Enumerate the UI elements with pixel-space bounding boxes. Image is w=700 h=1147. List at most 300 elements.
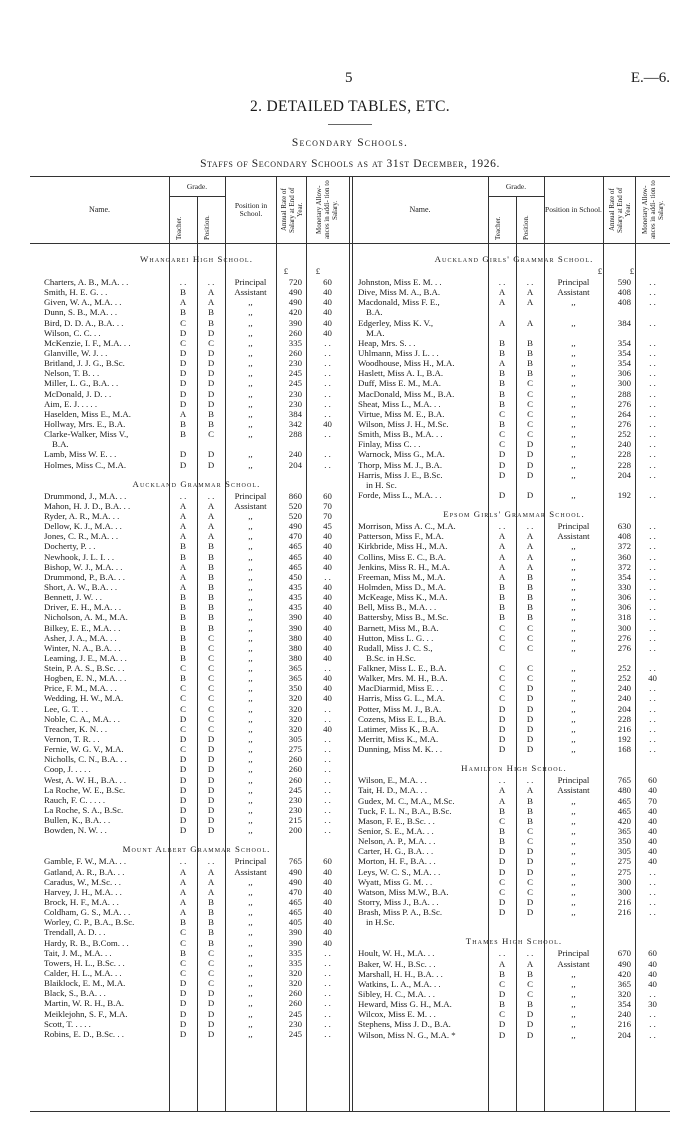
teacher-grade: A bbox=[179, 297, 187, 308]
teacher-grade: C bbox=[499, 429, 505, 440]
position-in-school: ,, bbox=[248, 876, 253, 887]
allowance: . . bbox=[324, 794, 331, 805]
teacher-grade: C bbox=[180, 937, 186, 948]
annual-salary: 365 bbox=[617, 978, 631, 989]
allowance: 40 bbox=[648, 673, 657, 684]
annual-salary: 245 bbox=[288, 368, 302, 379]
staff-name: Uhlmann, Miss J. L. . . bbox=[358, 347, 439, 358]
position-grade: D bbox=[207, 825, 215, 836]
position-grade: D bbox=[526, 866, 534, 877]
teacher-grade: C bbox=[499, 642, 505, 653]
annual-salary: 230 bbox=[288, 794, 302, 805]
position-in-school: Principal bbox=[557, 521, 590, 532]
table-row bbox=[358, 623, 670, 633]
staff-name: Aim, E. J. . . . . bbox=[44, 398, 98, 409]
annual-salary: 450 bbox=[288, 571, 302, 582]
position-grade: C bbox=[527, 978, 533, 989]
teacher-grade: D bbox=[179, 449, 187, 460]
position-grade: C bbox=[527, 886, 533, 897]
annual-salary: 320 bbox=[288, 723, 302, 734]
position-in-school: ,, bbox=[248, 1008, 253, 1019]
position-grade: D bbox=[207, 1018, 215, 1029]
position-in-school: ,, bbox=[571, 866, 576, 877]
position-grade: B bbox=[208, 561, 214, 572]
annual-salary: 305 bbox=[617, 846, 631, 857]
teacher-grade: A bbox=[498, 358, 506, 369]
teacher-grade: B bbox=[499, 836, 505, 847]
teacher-grade: D bbox=[179, 459, 187, 470]
table-row bbox=[358, 562, 670, 572]
allowance: . . bbox=[324, 947, 331, 958]
position-in-school: ,, bbox=[248, 703, 253, 714]
allowance: . . bbox=[649, 287, 656, 298]
left-column-body bbox=[44, 245, 349, 1039]
position-grade: A bbox=[526, 551, 534, 562]
table-row bbox=[358, 612, 670, 622]
table-row bbox=[358, 592, 670, 602]
annual-salary: 252 bbox=[617, 429, 631, 440]
staff-name: Kirkbride, Miss H., M.A. bbox=[358, 541, 448, 552]
table-row bbox=[358, 368, 670, 378]
teacher-grade: A bbox=[179, 500, 187, 511]
table-row bbox=[44, 287, 349, 297]
staff-name: Haslett, Miss A. I., B.A. bbox=[358, 368, 444, 379]
annual-salary: 306 bbox=[617, 368, 631, 379]
teacher-grade: C bbox=[499, 622, 505, 633]
allowance: . . bbox=[649, 551, 656, 562]
teacher-grade: D bbox=[498, 449, 506, 460]
position-in-school: ,, bbox=[571, 876, 576, 887]
position-in-school: ,, bbox=[571, 1009, 576, 1020]
annual-salary: 260 bbox=[288, 764, 302, 775]
position-in-school: ,, bbox=[571, 744, 576, 755]
allowance: 40 bbox=[648, 846, 657, 857]
annual-salary: 275 bbox=[617, 856, 631, 867]
position-grade: D bbox=[526, 1019, 534, 1030]
position-grade: D bbox=[526, 439, 534, 450]
position-grade: D bbox=[207, 998, 215, 1009]
allowance: . . bbox=[649, 622, 656, 633]
position-in-school: ,, bbox=[571, 622, 576, 633]
allowance: 40 bbox=[323, 723, 332, 734]
annual-salary: 260 bbox=[288, 998, 302, 1009]
annual-salary: 860 bbox=[288, 490, 302, 501]
allowance bbox=[636, 653, 670, 663]
position-in-school: ,, bbox=[248, 998, 253, 1009]
teacher-grade: D bbox=[498, 734, 506, 745]
staff-name: Hardy, R. B., B.Com. . . bbox=[44, 937, 129, 948]
position-in-school bbox=[547, 917, 604, 927]
table-row bbox=[358, 775, 670, 785]
staff-name: Cozens, Miss E. L., B.A. bbox=[358, 713, 446, 724]
teacher-grade: . . bbox=[179, 277, 187, 287]
school-section bbox=[44, 470, 349, 836]
position-in-school: ,, bbox=[248, 297, 253, 308]
position-in-school: ,, bbox=[248, 1018, 253, 1029]
position-grade: B bbox=[208, 408, 214, 419]
annual-salary: 720 bbox=[288, 277, 302, 287]
staff-name: Hutton, Miss L. G. . . bbox=[358, 632, 434, 643]
annual-salary: 490 bbox=[288, 866, 302, 877]
table-row bbox=[44, 318, 349, 328]
allowance: 40 bbox=[323, 642, 332, 653]
table-row bbox=[358, 389, 670, 399]
allowance: . . bbox=[649, 734, 656, 745]
staff-name: Charters, A. B., M.A. . . bbox=[44, 277, 129, 287]
table-row bbox=[44, 815, 349, 825]
staff-name: Bird, D. D. A., B.A. . . bbox=[44, 317, 124, 328]
allowance: 40 bbox=[323, 907, 332, 918]
allowance: . . bbox=[324, 337, 331, 348]
position-grade: A bbox=[207, 500, 215, 511]
table-row bbox=[358, 673, 670, 683]
header-position: Position. bbox=[522, 215, 530, 240]
header-monetary-allowances: Monetary Allow- ances in addi- tion to Salary. bbox=[314, 180, 340, 240]
position-in-school: ,, bbox=[248, 521, 253, 532]
table-row bbox=[358, 734, 670, 744]
annual-salary: 470 bbox=[288, 886, 302, 897]
position-grade: D bbox=[207, 378, 215, 389]
annual-salary: 260 bbox=[288, 774, 302, 785]
staff-name: La Roche, S. A., B.Sc. bbox=[44, 805, 124, 816]
table-row bbox=[358, 297, 670, 307]
allowance: . . bbox=[324, 764, 331, 775]
position-grade: D bbox=[207, 805, 215, 816]
table-row bbox=[44, 399, 349, 409]
teacher-grade bbox=[493, 653, 520, 663]
table-row bbox=[358, 867, 670, 877]
allowance: . . bbox=[649, 429, 656, 440]
table-row bbox=[358, 877, 670, 887]
annual-salary: 390 bbox=[288, 317, 302, 328]
teacher-grade: B bbox=[499, 602, 505, 613]
annual-salary: 276 bbox=[617, 642, 631, 653]
annual-salary: 390 bbox=[288, 927, 302, 938]
annual-salary: 230 bbox=[288, 388, 302, 399]
position-grade: B bbox=[208, 622, 214, 633]
position-grade: D bbox=[526, 856, 534, 867]
table-row bbox=[44, 998, 349, 1008]
annual-salary: 490 bbox=[288, 521, 302, 532]
teacher-grade: C bbox=[180, 957, 186, 968]
table-row bbox=[44, 1019, 349, 1029]
position-grade: B bbox=[208, 551, 214, 562]
annual-salary: 276 bbox=[617, 418, 631, 429]
header-teacher: Teacher. bbox=[494, 216, 502, 240]
table-row bbox=[44, 521, 349, 531]
annual-salary: 320 bbox=[288, 978, 302, 989]
position-grade: B bbox=[527, 358, 533, 369]
table-row bbox=[358, 277, 670, 287]
position-in-school: ,, bbox=[248, 347, 253, 358]
allowance: 40 bbox=[323, 683, 332, 694]
position-in-school: ,, bbox=[248, 663, 253, 674]
allowance: . . bbox=[649, 449, 656, 460]
position-grade: C bbox=[208, 632, 214, 643]
staff-name: McKenzie, I. F., M.A. . . bbox=[44, 337, 131, 348]
teacher-grade: A bbox=[179, 581, 187, 592]
table-row bbox=[44, 785, 349, 795]
teacher-grade: C bbox=[499, 1009, 505, 1020]
staff-name: Rauch, F. C. . . . . bbox=[44, 794, 106, 805]
table-row bbox=[358, 409, 670, 419]
table-row bbox=[358, 826, 670, 836]
staff-name: Clarke-Walker, Miss V., bbox=[44, 429, 129, 440]
teacher-grade: B bbox=[499, 347, 505, 358]
position-in-school: ,, bbox=[248, 652, 253, 663]
position-grade: D bbox=[207, 815, 215, 826]
position-grade bbox=[520, 917, 547, 927]
allowance: . . bbox=[324, 988, 331, 999]
position-in-school: ,, bbox=[248, 408, 253, 419]
section-subtitle: Secondary Schools. bbox=[291, 137, 409, 149]
staff-name: Morrison, Miss A. C., M.A. bbox=[358, 521, 456, 532]
teacher-grade: A bbox=[179, 571, 187, 582]
position-in-school: Assistant bbox=[234, 500, 267, 511]
teacher-grade: D bbox=[179, 784, 187, 795]
teacher-grade: B bbox=[180, 652, 186, 663]
position-grade: B bbox=[527, 999, 533, 1010]
staff-name: Wedding, H. W., M.A. bbox=[44, 693, 124, 704]
teacher-grade: D bbox=[179, 998, 187, 1009]
table-row bbox=[358, 714, 670, 724]
table-row bbox=[44, 988, 349, 998]
teacher-grade: A bbox=[179, 866, 187, 877]
allowance: 40 bbox=[323, 886, 332, 897]
teacher-grade: C bbox=[180, 703, 186, 714]
position-grade: . . bbox=[526, 521, 534, 532]
allowance: . . bbox=[324, 571, 331, 582]
staff-name: Harris, Miss J. E., B.Sc. bbox=[358, 469, 443, 480]
position-grade: D bbox=[526, 1029, 534, 1040]
currency-symbol: £ bbox=[629, 266, 635, 276]
teacher-grade: C bbox=[499, 693, 505, 704]
annual-salary: 260 bbox=[288, 988, 302, 999]
allowance: 40 bbox=[323, 612, 332, 623]
position-in-school: ,, bbox=[571, 693, 576, 704]
position-grade: B bbox=[208, 602, 214, 613]
teacher-grade: C bbox=[499, 439, 505, 450]
staff-name: Ryder, A. R., M.A. . . bbox=[44, 510, 120, 521]
staff-name: Forde, Miss L., M.A. . . bbox=[358, 489, 442, 500]
staff-name: B.Sc. in H.Sc. bbox=[366, 652, 416, 663]
allowance: . . bbox=[649, 297, 656, 308]
position-in-school: ,, bbox=[248, 713, 253, 724]
position-in-school: ,, bbox=[571, 683, 576, 694]
position-grade: D bbox=[207, 734, 215, 745]
annual-salary: 300 bbox=[617, 378, 631, 389]
position-grade: C bbox=[527, 673, 533, 684]
staff-name: Nicholson, A. M., M.A. bbox=[44, 612, 128, 623]
position-in-school: ,, bbox=[571, 632, 576, 643]
center-divider bbox=[349, 176, 350, 1111]
position-in-school: ,, bbox=[571, 459, 576, 470]
teacher-grade: D bbox=[179, 713, 187, 724]
table-row bbox=[44, 602, 349, 612]
position-in-school: Principal bbox=[557, 948, 590, 959]
teacher-grade: C bbox=[180, 927, 186, 938]
teacher-grade: B bbox=[499, 968, 505, 979]
table-row bbox=[44, 511, 349, 521]
staff-name: Tuck, F. L. N., B.A., B.Sc. bbox=[358, 805, 452, 816]
school-section bbox=[44, 245, 349, 470]
staff-name: Newhook, J. L. I. . . bbox=[44, 551, 115, 562]
annual-salary: 168 bbox=[617, 744, 631, 755]
allowance: . . bbox=[649, 459, 656, 470]
annual-salary: 520 bbox=[288, 500, 302, 511]
table-row bbox=[358, 1019, 670, 1029]
position-in-school: ,, bbox=[248, 968, 253, 978]
teacher-grade: B bbox=[499, 826, 505, 837]
position-in-school: ,, bbox=[248, 957, 253, 968]
annual-salary: 260 bbox=[288, 754, 302, 765]
staff-name: M.A. bbox=[366, 327, 385, 338]
school-heading: Hamilton High School. bbox=[461, 763, 567, 774]
annual-salary: 204 bbox=[617, 703, 631, 714]
table-row bbox=[44, 948, 349, 958]
annual-salary: 465 bbox=[288, 541, 302, 552]
currency-symbol: £ bbox=[597, 266, 603, 276]
school-section bbox=[44, 835, 349, 1039]
table-row bbox=[358, 582, 670, 592]
table-top-rule bbox=[30, 176, 670, 177]
table-row bbox=[44, 612, 349, 622]
teacher-grade: D bbox=[179, 398, 187, 409]
position-in-school: ,, bbox=[571, 337, 576, 348]
position-in-school: ,, bbox=[248, 581, 253, 592]
position-grade: . . bbox=[526, 775, 534, 786]
allowance bbox=[636, 307, 670, 317]
staff-name: Bowden, N. W. . . bbox=[44, 825, 107, 836]
annual-salary: 420 bbox=[617, 815, 631, 826]
teacher-grade: A bbox=[498, 561, 506, 572]
table-row bbox=[44, 795, 349, 805]
position-grade: D bbox=[526, 449, 534, 460]
position-in-school: ,, bbox=[571, 856, 576, 867]
annual-salary: 228 bbox=[617, 713, 631, 724]
position-in-school: ,, bbox=[571, 551, 576, 562]
position-in-school: ,, bbox=[248, 358, 253, 369]
staff-name: Caradus, W., M.Sc. . . bbox=[44, 876, 121, 887]
position-in-school: Principal bbox=[557, 277, 590, 287]
annual-salary: 275 bbox=[617, 866, 631, 877]
position-grade: C bbox=[208, 713, 214, 724]
position-in-school: ,, bbox=[248, 418, 253, 429]
table-row bbox=[44, 724, 349, 734]
table-row bbox=[44, 592, 349, 602]
allowance: . . bbox=[324, 703, 331, 714]
allowance: . . bbox=[649, 277, 656, 287]
staff-name: Tait, J. M., M.A. . . bbox=[44, 947, 112, 958]
school-heading: Mount Albert Grammar School. bbox=[122, 844, 271, 855]
staff-name: Dive, Miss M. A., B.A. bbox=[358, 287, 441, 298]
position-grade: C bbox=[527, 418, 533, 429]
teacher-grade: D bbox=[179, 754, 187, 765]
allowance: 40 bbox=[323, 927, 332, 938]
annual-salary: 354 bbox=[617, 347, 631, 358]
teacher-grade: D bbox=[179, 1028, 187, 1039]
table-row bbox=[358, 643, 670, 653]
teacher-grade: A bbox=[179, 886, 187, 897]
annual-salary: 405 bbox=[288, 917, 302, 928]
table-row bbox=[44, 734, 349, 744]
position-in-school: ,, bbox=[571, 1019, 576, 1030]
teacher-grade: A bbox=[498, 958, 506, 969]
annual-salary: 335 bbox=[288, 957, 302, 968]
position-grade: D bbox=[207, 1008, 215, 1019]
staff-name: Meiklejohn, S. F., M.A. bbox=[44, 1008, 128, 1019]
table-row bbox=[44, 856, 349, 866]
currency-symbol: £ bbox=[283, 266, 289, 276]
position-in-school bbox=[228, 439, 278, 449]
position-grade: D bbox=[526, 907, 534, 918]
position-grade: A bbox=[526, 958, 534, 969]
annual-salary: 354 bbox=[617, 358, 631, 369]
annual-salary: 465 bbox=[617, 795, 631, 806]
position-grade: C bbox=[208, 968, 214, 978]
annual-salary: 354 bbox=[617, 337, 631, 348]
teacher-grade: D bbox=[179, 825, 187, 836]
annual-salary: 305 bbox=[288, 734, 302, 745]
position-in-school: ,, bbox=[571, 999, 576, 1010]
position-grade: D bbox=[526, 846, 534, 857]
table-row bbox=[44, 693, 349, 703]
allowance: . . bbox=[324, 449, 331, 460]
annual-salary: 288 bbox=[617, 388, 631, 399]
position-grade: A bbox=[207, 876, 215, 887]
annual-salary: 470 bbox=[288, 531, 302, 542]
allowance: 60 bbox=[648, 775, 657, 786]
position-in-school: ,, bbox=[248, 337, 253, 348]
annual-salary: 372 bbox=[617, 541, 631, 552]
table-row bbox=[358, 897, 670, 907]
school-heading: Thames High School. bbox=[465, 936, 563, 947]
teacher-grade: B bbox=[180, 429, 186, 440]
position-grade bbox=[520, 480, 547, 490]
allowance: 40 bbox=[323, 418, 332, 429]
table-row bbox=[358, 358, 670, 368]
annual-salary: 420 bbox=[288, 307, 302, 318]
allowance: . . bbox=[649, 886, 656, 897]
table-row bbox=[44, 938, 349, 948]
position-in-school: ,, bbox=[248, 388, 253, 399]
allowance: 70 bbox=[323, 500, 332, 511]
position-in-school: ,, bbox=[571, 642, 576, 653]
allowance: 40 bbox=[323, 297, 332, 308]
teacher-grade: B bbox=[180, 673, 186, 684]
table-row bbox=[44, 764, 349, 774]
allowance: . . bbox=[649, 489, 656, 500]
table-row bbox=[358, 490, 670, 500]
position-grade: D bbox=[207, 774, 215, 785]
school-section bbox=[358, 754, 670, 927]
teacher-grade: D bbox=[498, 907, 506, 918]
teacher-grade: C bbox=[180, 663, 186, 674]
position-in-school: Assistant bbox=[557, 958, 590, 969]
annual-salary: 260 bbox=[288, 347, 302, 358]
staff-name: Asher, J. A., M.A. . . bbox=[44, 632, 117, 643]
position-grade: B bbox=[527, 968, 533, 979]
annual-salary: 230 bbox=[288, 358, 302, 369]
staff-name: Jenkins, Miss R. H., M.A. bbox=[358, 561, 450, 572]
staff-name: Watson, Miss M.W., B.A. bbox=[358, 886, 449, 897]
teacher-grade: D bbox=[498, 489, 506, 500]
staff-name: Drummond, J., M.A. . . bbox=[44, 490, 127, 501]
position-in-school: ,, bbox=[571, 541, 576, 552]
position-grade: C bbox=[208, 723, 214, 734]
table-row bbox=[44, 449, 349, 459]
annual-salary: 204 bbox=[288, 459, 302, 470]
